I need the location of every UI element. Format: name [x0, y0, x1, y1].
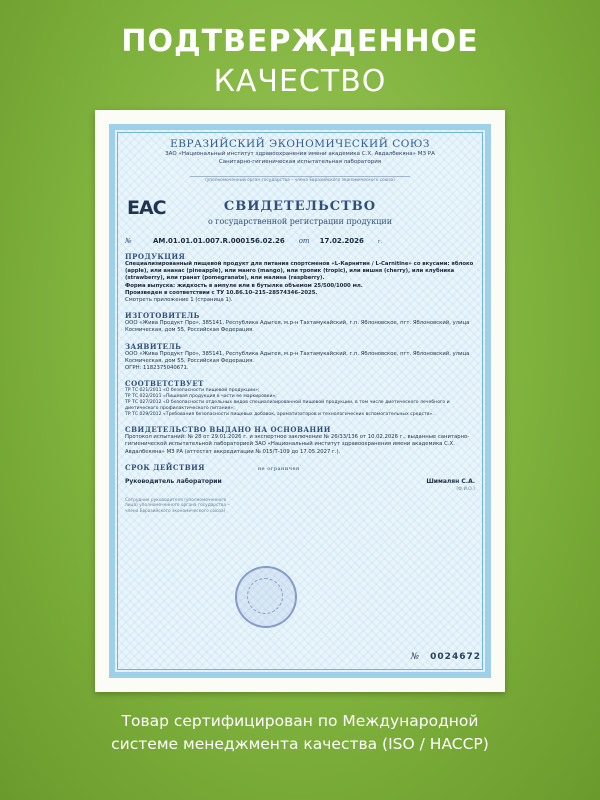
basis-text: Протокол испытаний: № 28 от 29.01.2026 г. и экспертное заключение № 26/33/136 от 10.02.2026 г., выданные санитарно-гигиенической испытательной лабораторией ЗАО «Национальный институт здравоохранения имени академика С.Х. Авдалбекяна» МЗ РА (аттестат аккредитации № 015/Т-109 до 17.05.2027 г.).: [125, 434, 470, 455]
product-heading: ПРОДУКЦИЯ: [125, 252, 186, 261]
footer-line2: системе менеджмента качества (ISO / HACCP): [111, 735, 489, 753]
certificate-document: [125, 132, 475, 514]
organ-caption: (уполномоченный орган государства – члена Евразийского экономического союза): [190, 176, 410, 183]
union-title: ЕВРАЗИЙСКИЙ ЭКОНОМИЧЕСКИЙ СОЮЗ: [170, 138, 430, 150]
signer-note: Сотрудник руководителя (уполномоченного лица) уполномоченного органа государства – члена Евразийского экономического союза): [125, 497, 230, 514]
certificate-subtitle: о государственной регистрации продукции: [207, 217, 393, 226]
product-produced: Произведен в соответствии с ТУ 10.86.10–215–28574346–2025.: [125, 289, 318, 296]
certificate-number: AM.01.01.01.007.R.000156.02.26: [153, 237, 285, 245]
product-text: [125, 261, 475, 304]
serial-number-row: [410, 652, 481, 662]
serial-number: 0024672: [430, 652, 481, 662]
conform-heading: СООТВЕТСТВУЕТ: [125, 379, 204, 389]
footer-line1: Товар сертифицирован по Международной: [121, 712, 479, 730]
date-label: от: [298, 237, 310, 245]
eac-logo: EAC: [127, 197, 166, 219]
conform-item: ТР ТС 022/2011 «Пищевая продукция в части ее маркировки»;: [125, 394, 277, 400]
lab-name: Санитарно-гигиеническая испытательная лаборатория: [218, 159, 382, 165]
serial-label: №: [410, 652, 421, 662]
term-label: СРОК ДЕЙСТВИЯ: [125, 462, 205, 472]
headline: [0, 22, 600, 102]
footer-caption: [0, 710, 600, 756]
term-heading: [125, 463, 475, 472]
product-form: Форма выпуска: жидкость в ампуле или в бутылке объемом 25/500/1000 мл.: [125, 282, 363, 289]
certificate-date: 17.02.2026: [319, 237, 364, 245]
term-value: не ограничен: [257, 465, 300, 472]
number-label: №: [125, 237, 132, 245]
fio-caption: (Ф.И.О.): [456, 486, 475, 492]
year-suffix: г.: [377, 239, 383, 245]
applicant-ogrn: ОГРН: 1182375040671.: [125, 365, 189, 372]
conform-list: [125, 388, 475, 418]
product-appendix: Смотреть приложение 1 (страница 1).: [125, 297, 233, 304]
headline-line1: ПОДТВЕРЖДЕННОЕ: [121, 24, 479, 59]
number-row: [125, 237, 475, 245]
signature-row: [125, 478, 475, 485]
maker-heading: ИЗГОТОВИТЕЛЬ: [125, 311, 200, 321]
headline-line2: КАЧЕСТВО: [213, 64, 387, 99]
conform-item: ТР ТС 029/2012 «Требования безопасности пищевых добавок, ароматизаторов и технологических вспомогательных средств».: [125, 412, 434, 418]
head-label: Руководитель лаборатории: [125, 477, 222, 485]
title-row: [125, 189, 475, 235]
conform-item: ТР ТС 021/2011 «О безопасности пищевой продукции»;: [125, 388, 260, 394]
institute-name: ЗАО «Национальный институт здравоохранения имени академика С.Х. Авдалбекяна» МЗ РА: [165, 151, 435, 157]
basis-heading: СВИДЕТЕЛЬСТВО ВЫДАНО НА ОСНОВАНИИ: [125, 425, 331, 435]
conform-item: ТР ТС 027/2012 «О безопасности отдельных видов специализированной пищевой продукции, в том числе диетического лечебного и диетического профилактического питания»;: [125, 400, 450, 412]
seal-stamp: [235, 566, 297, 628]
applicant-heading: ЗАЯВИТЕЛЬ: [125, 341, 182, 351]
certificate-title: СВИДЕТЕЛЬСТВО: [223, 199, 377, 214]
applicant-text: ООО «Жива Продукт Про», 385141, Республика Адыгея, м.р-н Тахтамукайский, г.п. Яблоновское, пгт. Яблоновский, улица Космическая, дом 55, Российская Федерация.: [125, 350, 470, 364]
product-description: Специализированный пищевой продукт для питания спортсменов «L-Карнитин / L-Carnitine» со вкусами: яблоко (apple), или ананас (pineapple), или манго (mango), или тропик (tropic), или вишня (cherry), или клубника (strawberry), или гранат (pomegranate), или малина (raspberry).: [125, 261, 474, 282]
head-name: Шималян С.А.: [426, 477, 475, 485]
maker-text: ООО «Жива Продукт Про», 385141, Республика Адыгея, м.р-н Тахтамукайский, г.п. Яблоновское, пгт. Яблоновский, улица Космическая, дом 55, Российская Федерация.: [125, 320, 470, 334]
certificate-image: [95, 110, 505, 692]
